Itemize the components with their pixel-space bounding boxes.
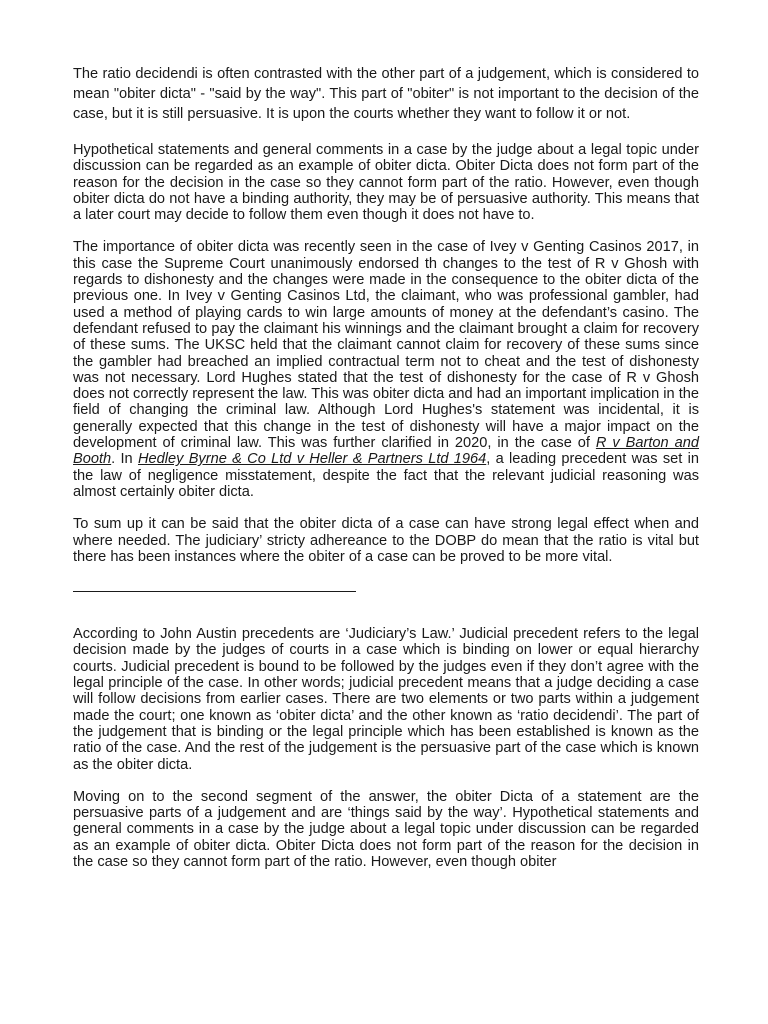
paragraph-ivey-text-1: The importance of obiter dicta was recently seen in the case of Ivey v Genting Casinos 2017, in this case the Supreme Court unanimously endorsed th changes to the test of R v Ghosh with regards to dishonesty and the changes were made in the consequence to the obiter dicta of the previous one. In Ivey v Genting Casinos Ltd, the claimant, who was professional gambler, had used a method of playing cards to win large amounts of money at the defendant’s casino. The defendant refused to pay the claimant his winnings and the claimant brought a claim for recovery of these sums. The UKSC held that the claimant cannot claim for recovery of these sums since the gambler had breached an implied contractual term not to cheat and the test of dishonesty was not necessary. Lord Hughes stated that the test of dishonesty for the case of R v Ghosh does not correctly represent the law. This was obiter dicta and had an important implication in the field of changing the criminal law. Although Lord Hughes's statement was incidental, it is generally expected that this change in the test of dishonesty will have a major impact on the development of criminal law. This was further clarified in 2020, in the case of: [73, 239, 699, 452]
paragraph-hypothetical-statements: Hypothetical statements and general comments in a case by the judge about a legal topic under discussion can be regarded as an example of obiter dicta. Obiter Dicta does not form part of the reason for the decision in the case so they cannot form part of the ratio. However, even though obiter dicta do not have a binding authority, they may be of persuasive authority. This means that a later court may decide to follow them even though it does not have to.: [73, 142, 699, 224]
paragraph-conclusion: To sum up it can be said that the obiter dicta of a case can have strong legal effect when and where needed. The judiciary’ stricty adhereance to the DOBP do mean that the ratio is vital but there has been instances where the obiter of a case can be proved to be more vital.: [73, 516, 699, 565]
paragraph-ratio-vs-obiter: The ratio decidendi is often contrasted with the other part of a judgement, which is considered to mean "obiter dicta" - "said by the way". This part of "obiter" is not important to the decision of the case, but it is still persuasive. It is upon the courts whether they want to follow it or not.: [73, 66, 699, 122]
case-link-barton-and-booth[interactable]: R v Barton and Booth: [73, 435, 699, 468]
paragraph-ivey-text-2: . In: [111, 451, 138, 468]
case-link-hedley-byrne[interactable]: Hedley Byrne & Co Ltd v Heller & Partners Ltd 1964: [137, 451, 487, 468]
paragraph-john-austin: According to John Austin precedents are ‘Judiciary’s Law.’ Judicial precedent refers to the legal decision made by the judges of courts in a case which is binding on lower or equal hierarchy courts. Judicial precedent is bound to be followed by the judges even if they don’t agree with the legal principle of the case. In other words; judicial precedent means that a judge deciding a case will follow decisions from earlier cases. There are two elements or two parts within a judgement made the court; one known as ‘obiter dicta’ and the other known as ‘ratio decidendi’. The part of the judgement that is binding or the legal principle which has been established is known as the ratio of the case. And the rest of the judgement is the persuasive part of the case which is known as the obiter dicta.: [73, 626, 699, 773]
paragraph-second-segment: Moving on to the second segment of the answer, the obiter Dicta of a statement are the persuasive parts of a judgement and are ‘things said by the way’. Hypothetical statements and general comments in a case by the judge about a legal topic under discussion can be regarded as an example of obiter dicta. Obiter Dicta does not form part of the reason for the decision in the case so they cannot form part of the ratio. However, even though obiter: [73, 788, 699, 870]
document-page: [73, 64, 699, 886]
section-divider-line: [73, 591, 356, 592]
paragraph-ivey-v-genting: [73, 239, 699, 500]
paragraph-ivey-text-3: , a leading precedent was set in the law of negligence misstatement, despite the fact that the relevant judicial reasoning was almost certainly obiter dicta.: [73, 451, 699, 500]
